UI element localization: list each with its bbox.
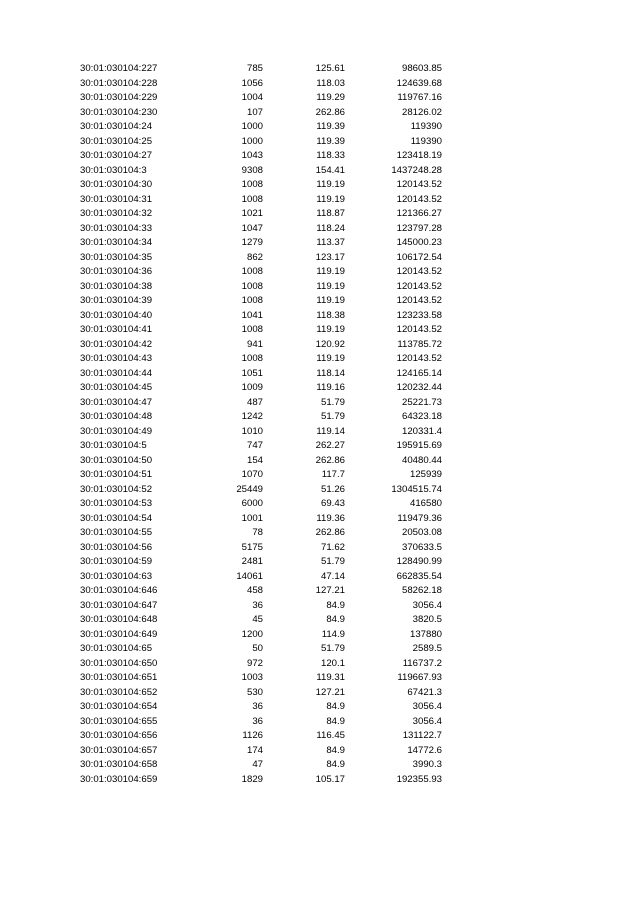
rate-cell: 119.19 — [316, 179, 345, 190]
area-cell: 36 — [252, 701, 263, 712]
area-cell: 1829 — [241, 773, 263, 785]
table-row — [80, 62, 442, 77]
cadastral-number-cell: 30:01:030104:658 — [80, 759, 158, 770]
rate-cell: 119.14 — [316, 425, 345, 437]
cadastral-number-cell: 30:01:030104:43 — [80, 353, 153, 364]
table-row — [80, 381, 442, 396]
table-row — [80, 77, 442, 92]
cadastral-number-cell: 30:01:030104:47 — [80, 396, 153, 408]
value-cell: 120331.4 — [401, 425, 442, 437]
rate-cell: 117.7 — [321, 469, 345, 480]
table-row — [80, 700, 442, 715]
area-cell: 747 — [246, 440, 263, 451]
area-cell: 174 — [246, 744, 263, 756]
table-row — [80, 396, 442, 411]
rate-cell: 118.87 — [316, 208, 345, 219]
area-cell: 50 — [252, 643, 263, 654]
value-cell: 58262.18 — [401, 585, 442, 596]
table-row — [80, 715, 442, 730]
cadastral-number-cell: 30:01:030104:647 — [80, 599, 158, 611]
value-cell: 113785.72 — [397, 338, 442, 350]
area-cell: 1001 — [241, 512, 263, 524]
cadastral-number-cell: 30:01:030104:40 — [80, 309, 153, 321]
area-cell: 1051 — [241, 367, 263, 379]
value-cell: 67421.3 — [407, 686, 442, 698]
rate-cell: 118.24 — [316, 222, 345, 234]
value-cell: 120143.52 — [396, 295, 442, 306]
area-cell: 1200 — [241, 628, 263, 640]
rate-cell: 262.86 — [315, 527, 345, 538]
value-cell: 128490.99 — [396, 556, 442, 567]
area-cell: 1000 — [241, 121, 263, 132]
table-row — [80, 425, 442, 440]
value-cell: 145000.23 — [396, 237, 442, 248]
area-cell: 1004 — [241, 92, 263, 103]
table-row — [80, 193, 442, 208]
cadastral-number-cell: 30:01:030104:229 — [80, 92, 158, 103]
value-cell: 370633.5 — [401, 541, 442, 553]
rate-cell: 84.9 — [326, 614, 345, 625]
value-cell: 123418.19 — [396, 150, 442, 161]
rate-cell: 120.1 — [320, 657, 345, 669]
cadastral-number-cell: 30:01:030104:65 — [80, 643, 153, 654]
value-cell: 416580 — [409, 498, 442, 509]
table-row — [80, 120, 442, 135]
table-row — [80, 352, 442, 367]
value-cell: 20503.08 — [401, 527, 442, 538]
cadastral-number-cell: 30:01:030104:52 — [80, 483, 153, 495]
area-cell: 1056 — [241, 77, 263, 89]
cadastral-number-cell: 30:01:030104:59 — [80, 556, 153, 567]
cadastral-number-cell: 30:01:030104:659 — [80, 773, 158, 785]
area-cell: 785 — [246, 63, 263, 74]
cadastral-number-cell: 30:01:030104:25 — [80, 135, 153, 147]
rate-cell: 118.14 — [316, 367, 345, 379]
rate-cell: 119.36 — [316, 512, 345, 524]
cadastral-number-cell: 30:01:030104:655 — [80, 715, 158, 727]
value-cell: 28126.02 — [401, 106, 442, 118]
area-cell: 1008 — [241, 179, 263, 190]
value-cell: 120143.52 — [396, 324, 442, 335]
rate-cell: 47.14 — [320, 570, 345, 582]
rate-cell: 119.29 — [316, 92, 345, 103]
table-row — [80, 468, 442, 483]
area-cell: 862 — [246, 251, 263, 263]
cadastral-number-cell: 30:01:030104:27 — [80, 150, 153, 161]
table-row — [80, 454, 442, 469]
rate-cell: 84.9 — [326, 599, 345, 611]
value-cell: 120143.52 — [396, 266, 442, 277]
cadastral-number-cell: 30:01:030104:31 — [80, 193, 153, 205]
area-cell: 1003 — [241, 672, 263, 683]
rate-cell: 84.9 — [326, 744, 345, 756]
area-cell: 2481 — [241, 556, 263, 567]
cadastral-number-cell: 30:01:030104:54 — [80, 512, 153, 524]
cadastral-number-cell: 30:01:030104:649 — [80, 628, 158, 640]
rate-cell: 154.41 — [315, 164, 345, 176]
cadastral-number-cell: 30:01:030104:35 — [80, 251, 153, 263]
value-cell: 1304515.74 — [391, 483, 442, 495]
rate-cell: 119.39 — [316, 135, 345, 147]
cadastral-number-cell: 30:01:030104:38 — [80, 280, 153, 292]
value-cell: 119667.93 — [397, 672, 442, 683]
cadastral-number-cell: 30:01:030104:34 — [80, 237, 153, 248]
cadastral-number-cell: 30:01:030104:228 — [80, 77, 158, 89]
value-cell: 124639.68 — [396, 77, 442, 89]
table-row — [80, 758, 442, 773]
value-cell: 3056.4 — [412, 701, 442, 712]
table-row — [80, 178, 442, 193]
value-cell: 120143.52 — [396, 353, 442, 364]
table-row — [80, 106, 442, 121]
area-cell: 1000 — [241, 135, 263, 147]
table-row — [80, 570, 442, 585]
area-cell: 47 — [252, 759, 263, 770]
value-cell: 137880 — [409, 628, 442, 640]
table-row — [80, 91, 442, 106]
cadastral-number-cell: 30:01:030104:42 — [80, 338, 153, 350]
value-cell: 106172.54 — [396, 251, 442, 263]
cadastral-number-cell: 30:01:030104:656 — [80, 730, 158, 741]
area-cell: 972 — [246, 657, 263, 669]
rate-cell: 84.9 — [326, 715, 345, 727]
cadastral-number-cell: 30:01:030104:55 — [80, 527, 153, 538]
table-row — [80, 251, 442, 266]
value-cell: 119390 — [410, 121, 442, 132]
rate-cell: 118.38 — [316, 309, 345, 321]
area-cell: 1008 — [241, 295, 263, 306]
area-cell: 1242 — [241, 411, 263, 422]
value-cell: 64323.18 — [401, 411, 442, 422]
table-row — [80, 657, 442, 672]
table-row — [80, 280, 442, 295]
value-cell: 192355.93 — [396, 773, 442, 785]
table-row — [80, 410, 442, 425]
table-row — [80, 642, 442, 657]
area-cell: 78 — [252, 527, 263, 538]
table-row — [80, 265, 442, 280]
value-cell: 119479.36 — [397, 512, 442, 524]
table-row — [80, 671, 442, 686]
value-cell: 120232.44 — [396, 382, 442, 393]
value-cell: 123233.58 — [396, 309, 442, 321]
cadastral-number-cell: 30:01:030104:652 — [80, 686, 158, 698]
rate-cell: 51.79 — [320, 643, 345, 654]
table-row — [80, 541, 442, 556]
cadastral-number-cell: 30:01:030104:3 — [80, 164, 147, 176]
table-row — [80, 222, 442, 237]
cadastral-number-cell: 30:01:030104:45 — [80, 382, 153, 393]
table-row — [80, 599, 442, 614]
rate-cell: 71.62 — [320, 541, 345, 553]
rate-cell: 119.19 — [316, 324, 345, 335]
area-cell: 6000 — [241, 498, 263, 509]
table-row — [80, 512, 442, 527]
table-row — [80, 773, 442, 788]
table-row — [80, 744, 442, 759]
rate-cell: 262.27 — [315, 440, 345, 451]
rate-cell: 113.37 — [316, 237, 345, 248]
table-row — [80, 164, 442, 179]
cadastral-number-cell: 30:01:030104:49 — [80, 425, 153, 437]
cadastral-number-cell: 30:01:030104:56 — [80, 541, 153, 553]
table-row — [80, 555, 442, 570]
value-cell: 662835.54 — [396, 570, 442, 582]
area-cell: 1010 — [241, 425, 263, 437]
cadastral-number-cell: 30:01:030104:230 — [80, 106, 158, 118]
rate-cell: 127.21 — [315, 585, 345, 596]
area-cell: 1008 — [241, 193, 263, 205]
rate-cell: 119.16 — [316, 382, 345, 393]
cadastral-number-cell: 30:01:030104:651 — [80, 672, 158, 683]
cadastral-number-cell: 30:01:030104:39 — [80, 295, 153, 306]
value-cell: 195915.69 — [396, 440, 442, 451]
area-cell: 1008 — [241, 353, 263, 364]
table-row — [80, 483, 442, 498]
cadastral-number-cell: 30:01:030104:36 — [80, 266, 153, 277]
value-cell: 125939 — [409, 469, 442, 480]
cadastral-number-cell: 30:01:030104:53 — [80, 498, 153, 509]
value-cell: 121366.27 — [396, 208, 442, 219]
rate-cell: 51.79 — [320, 556, 345, 567]
area-cell: 487 — [246, 396, 263, 408]
value-cell: 1437248.28 — [391, 164, 442, 176]
area-cell: 107 — [246, 106, 263, 118]
value-cell: 120143.52 — [396, 179, 442, 190]
cadastral-number-cell: 30:01:030104:24 — [80, 121, 153, 132]
value-cell: 120143.52 — [396, 193, 442, 205]
value-cell: 123797.28 — [396, 222, 442, 234]
rate-cell: 119.19 — [316, 193, 345, 205]
table-body — [80, 62, 442, 787]
cadastral-number-cell: 30:01:030104:646 — [80, 585, 158, 596]
table-row — [80, 294, 442, 309]
rate-cell: 119.31 — [316, 672, 345, 683]
area-cell: 1008 — [241, 324, 263, 335]
rate-cell: 84.9 — [326, 701, 345, 712]
cadastral-value-table — [80, 62, 442, 787]
table-row — [80, 526, 442, 541]
value-cell: 14772.6 — [407, 744, 442, 756]
area-cell: 1008 — [241, 280, 263, 292]
area-cell: 14061 — [236, 570, 263, 582]
area-cell: 1070 — [241, 469, 263, 480]
rate-cell: 262.86 — [315, 106, 345, 118]
area-cell: 530 — [246, 686, 263, 698]
cadastral-number-cell: 30:01:030104:44 — [80, 367, 153, 379]
cadastral-number-cell: 30:01:030104:63 — [80, 570, 153, 582]
area-cell: 36 — [252, 599, 263, 611]
table-row — [80, 439, 442, 454]
value-cell: 3056.4 — [412, 715, 442, 727]
table-row — [80, 584, 442, 599]
area-cell: 9308 — [241, 164, 263, 176]
cadastral-number-cell: 30:01:030104:30 — [80, 179, 153, 190]
table-row — [80, 338, 442, 353]
value-cell: 3820.5 — [412, 614, 442, 625]
value-cell: 98603.85 — [401, 63, 442, 74]
table-row — [80, 207, 442, 222]
rate-cell: 118.33 — [316, 150, 345, 161]
rate-cell: 51.79 — [320, 411, 345, 422]
cadastral-number-cell: 30:01:030104:32 — [80, 208, 153, 219]
cadastral-number-cell: 30:01:030104:33 — [80, 222, 153, 234]
value-cell: 3056.4 — [412, 599, 442, 611]
cadastral-number-cell: 30:01:030104:50 — [80, 454, 153, 466]
rate-cell: 119.19 — [316, 295, 345, 306]
rate-cell: 105.17 — [315, 773, 345, 785]
table-row — [80, 497, 442, 512]
rate-cell: 114.9 — [321, 628, 345, 640]
table-row — [80, 686, 442, 701]
value-cell: 2589.5 — [412, 643, 442, 654]
area-cell: 25449 — [236, 483, 263, 495]
cadastral-number-cell: 30:01:030104:657 — [80, 744, 158, 756]
table-row — [80, 149, 442, 164]
table-row — [80, 309, 442, 324]
area-cell: 45 — [252, 614, 263, 625]
area-cell: 1279 — [241, 237, 263, 248]
rate-cell: 123.17 — [315, 251, 345, 263]
rate-cell: 51.79 — [320, 396, 345, 408]
area-cell: 941 — [246, 338, 263, 350]
rate-cell: 119.19 — [316, 266, 345, 277]
table-row — [80, 729, 442, 744]
rate-cell: 119.19 — [316, 353, 345, 364]
cadastral-number-cell: 30:01:030104:48 — [80, 411, 153, 422]
rate-cell: 127.21 — [315, 686, 345, 698]
area-cell: 458 — [246, 585, 263, 596]
value-cell: 116737.2 — [402, 657, 442, 669]
cadastral-number-cell: 30:01:030104:654 — [80, 701, 158, 712]
rate-cell: 119.39 — [316, 121, 345, 132]
table-row — [80, 236, 442, 251]
rate-cell: 51.26 — [320, 483, 345, 495]
area-cell: 5175 — [241, 541, 263, 553]
rate-cell: 120.92 — [315, 338, 345, 350]
area-cell: 1041 — [241, 309, 263, 321]
rate-cell: 119.19 — [316, 280, 345, 292]
cadastral-number-cell: 30:01:030104:648 — [80, 614, 158, 625]
value-cell: 40480.44 — [401, 454, 442, 466]
cadastral-number-cell: 30:01:030104:51 — [80, 469, 153, 480]
value-cell: 120143.52 — [396, 280, 442, 292]
area-cell: 154 — [246, 454, 263, 466]
rate-cell: 84.9 — [326, 759, 345, 770]
value-cell: 124165.14 — [396, 367, 442, 379]
value-cell: 25221.73 — [401, 396, 442, 408]
value-cell: 119767.16 — [397, 92, 442, 103]
value-cell: 3990.3 — [412, 759, 442, 770]
cadastral-number-cell: 30:01:030104:41 — [80, 324, 153, 335]
rate-cell: 118.03 — [316, 77, 345, 89]
table-row — [80, 613, 442, 628]
table-row — [80, 628, 442, 643]
rate-cell: 125.61 — [315, 63, 345, 74]
rate-cell: 262.86 — [315, 454, 345, 466]
area-cell: 1126 — [242, 730, 263, 741]
cadastral-number-cell: 30:01:030104:650 — [80, 657, 158, 669]
area-cell: 1009 — [241, 382, 263, 393]
area-cell: 1043 — [241, 150, 263, 161]
value-cell: 119390 — [410, 135, 442, 147]
area-cell: 1047 — [241, 222, 263, 234]
area-cell: 36 — [252, 715, 263, 727]
cadastral-number-cell: 30:01:030104:5 — [80, 440, 147, 451]
rate-cell: 116.45 — [316, 730, 345, 741]
area-cell: 1008 — [241, 266, 263, 277]
table-row — [80, 367, 442, 382]
value-cell: 131122.7 — [402, 730, 442, 741]
area-cell: 1021 — [241, 208, 263, 219]
rate-cell: 69.43 — [320, 498, 345, 509]
table-row — [80, 323, 442, 338]
cadastral-number-cell: 30:01:030104:227 — [80, 63, 158, 74]
table-row — [80, 135, 442, 150]
